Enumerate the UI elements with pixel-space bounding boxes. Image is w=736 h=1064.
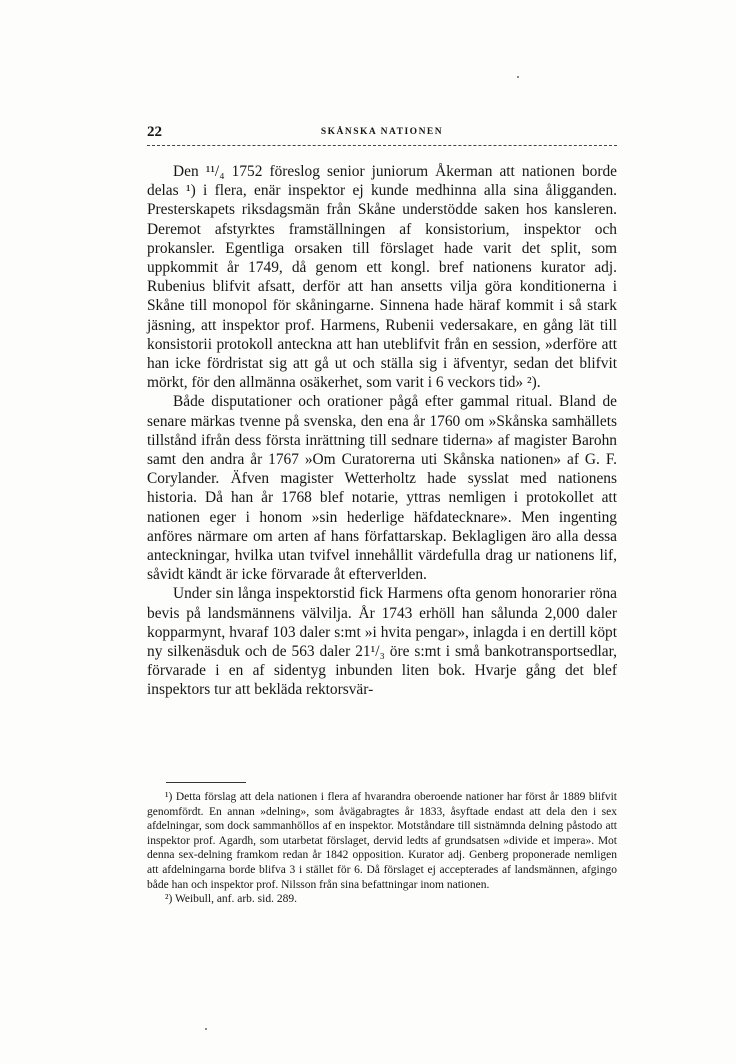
page-number: 22: [147, 124, 162, 140]
running-title: SKÅNSKA NATIONEN: [320, 127, 444, 137]
footnote-1: ¹) Detta förslag att dela nationen i flera af hvarandra oberoende nationer har först år 1889 blifvit genomfördt. En annan »delning», som åvägabragtes år 1833, åsyftade endast att dela den i sex afdelningar, som dock sammanhöllos af en inspektor. Motståndare till sistnämnda delning påstodo att inspektor prof. Agardh, som utarbetat förslaget, dervid ledts af grundsatsen »divide et impera». Mot denna sex-delning framkom redan år 1842 opposition. Kurator adj. Genberg proponerade nemligen att afdelningarna borde blifva 3 i stället för 6. Då förslaget ej accepterades af landsmännen, afgingo både han och inspektor prof. Nilsson från sina befattningar inom nationen.: [147, 791, 617, 891]
paragraph-1: Den ¹¹/₄ 1752 föreslog senior juniorum Åkerman att nationen borde delas ¹) i flera, enär inspektor ej kunde medhinna alla sina åligganden. Presterskapets riksdagsmän från Skåne understödde saken hos kansleren. Deremot afstyrktes framställningen af konsistorium, inspektor och prokansler. Egentliga orsaken till förslaget hade varit det split, som uppkommit år 1749, då genom ett kongl. bref nationens kurator adj. Rubenius blifvit afsatt, derför att han ansetts vilja göra konditionerna i Skåne till monopol för skåningarne. Sinnena hade häraf kommit i så stark jäsning, att inspektor prof. Harmens, Rubenii vedersakare, en gång lät till konsistorii protokoll anteckna att han uteblifvit från en session, »derföre att han icke fördristat sig att gå ut och ställa sig i äfventyr, sedan det blifvit mörkt, för den allmänna osäkerhet, som varit i 6 veckors tid» ²).: [147, 163, 617, 392]
body-text: [147, 162, 617, 700]
footnote-rule: [166, 782, 246, 783]
paper-speck: [517, 76, 519, 78]
paper-speck: [205, 1028, 207, 1030]
footnotes: [147, 790, 617, 907]
paragraph-2: Både disputationer och orationer pågå efter gammal ritual. Bland de senare märkas tvenne på svenska, den ena år 1760 om »Skånska samhällets tillstånd ifrån dess första inrättning till sednare tiderna» af magister Barohn samt den andra år 1767 »Om Curatorerna uti Skånska nationen» af G. F. Corylander. Äfven magister Wetterholtz hade sysslat med nationens historia. Då han år 1768 blef notarie, yttras nemligen i protokollet att nationen eger i honom »sin hederlige häfdatecknare». Men ingenting anföres närmare om arten af hans författarskap. Beklagligen äro alla dessa anteckningar, hvilka utan tvifvel innehållit värdefulla drag ur nationens lif, såvidt kändt är icke förvarade åt efterverlden.: [147, 393, 617, 584]
header-rule: [147, 145, 617, 146]
page-header: [147, 122, 617, 146]
footnote-2: ²) Weibull, anf. arb. sid. 289.: [165, 893, 297, 906]
paragraph-3: Under sin långa inspektorstid fick Harmens ofta genom honorarier röna bevis på landsmännens välvilja. År 1743 erhöll han sålunda 2,000 daler kopparmynt, hvaraf 103 daler s:mt »i hvita pengar», inlagda i en dertill köpt ny silkenäsduk och de 563 daler 21¹/₃ öre s:mt i små bankotransportsedlar, förvarade i en af sidentyg inbunden liten bok. Hvarje gång det blef inspektors tur att bekläda rektorsvär-: [147, 585, 617, 699]
